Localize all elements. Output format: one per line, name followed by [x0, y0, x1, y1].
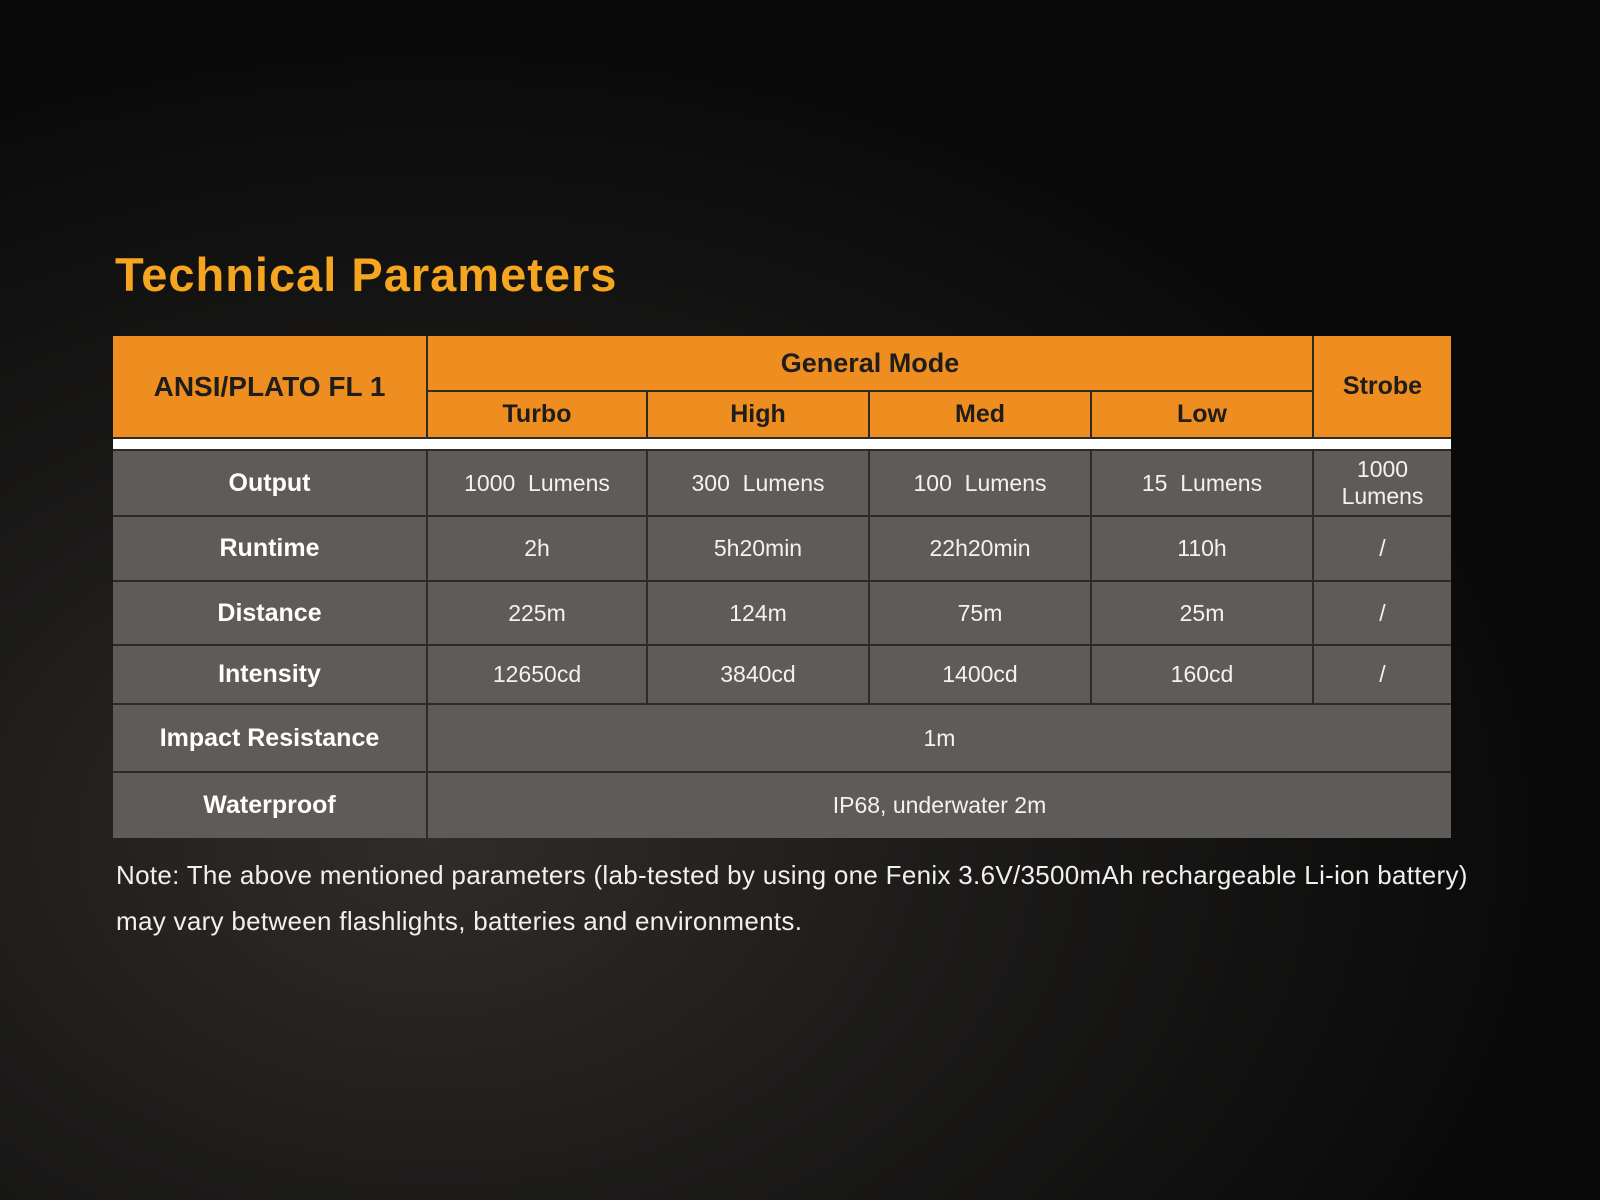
- footnote: [116, 852, 1468, 944]
- output-high-value: 300 Lumens: [648, 451, 868, 515]
- general-mode-group-header: General Mode: [428, 336, 1312, 390]
- distance-med-value: 75m: [870, 582, 1090, 644]
- column-header-med: Med: [870, 392, 1090, 437]
- waterproof-value: IP68, underwater 2m: [428, 773, 1451, 838]
- distance-low-value: 25m: [1092, 582, 1312, 644]
- row-label-distance: Distance: [113, 582, 426, 644]
- spec-table: [113, 336, 1451, 838]
- runtime-high-value: 5h20min: [648, 517, 868, 580]
- row-label-output: Output: [113, 451, 426, 515]
- intensity-turbo-value: 12650cd: [428, 646, 646, 703]
- column-header-strobe: Strobe: [1314, 336, 1451, 437]
- output-med-value: 100 Lumens: [870, 451, 1090, 515]
- intensity-low-value: 160cd: [1092, 646, 1312, 703]
- distance-turbo-value: 225m: [428, 582, 646, 644]
- column-header-turbo: Turbo: [428, 392, 646, 437]
- header-divider-strip: [113, 439, 1451, 449]
- page-title: Technical Parameters: [115, 248, 618, 301]
- runtime-low-value: 110h: [1092, 517, 1312, 580]
- runtime-strobe-value: /: [1314, 517, 1451, 580]
- footnote-line-2: may vary between flashlights, batteries and environments.: [116, 906, 803, 936]
- runtime-turbo-value: 2h: [428, 517, 646, 580]
- intensity-high-value: 3840cd: [648, 646, 868, 703]
- column-header-low: Low: [1092, 392, 1312, 437]
- row-label-runtime: Runtime: [113, 517, 426, 580]
- distance-high-value: 124m: [648, 582, 868, 644]
- column-header-high: High: [648, 392, 868, 437]
- footnote-line-1: Note: The above mentioned parameters (lab-tested by using one Fenix 3.6V/3500mAh rechargeable Li-ion battery): [116, 860, 1468, 890]
- impact-resistance-value: 1m: [428, 705, 1451, 771]
- row-label-impact-resistance: Impact Resistance: [113, 705, 426, 771]
- intensity-strobe-value: /: [1314, 646, 1451, 703]
- runtime-med-value: 22h20min: [870, 517, 1090, 580]
- table-corner-header: ANSI/PLATO FL 1: [113, 336, 426, 437]
- output-strobe-value: 1000 Lumens: [1314, 451, 1451, 515]
- row-label-waterproof: Waterproof: [113, 773, 426, 838]
- distance-strobe-value: /: [1314, 582, 1451, 644]
- output-low-value: 15 Lumens: [1092, 451, 1312, 515]
- intensity-med-value: 1400cd: [870, 646, 1090, 703]
- row-label-intensity: Intensity: [113, 646, 426, 703]
- output-turbo-value: 1000 Lumens: [428, 451, 646, 515]
